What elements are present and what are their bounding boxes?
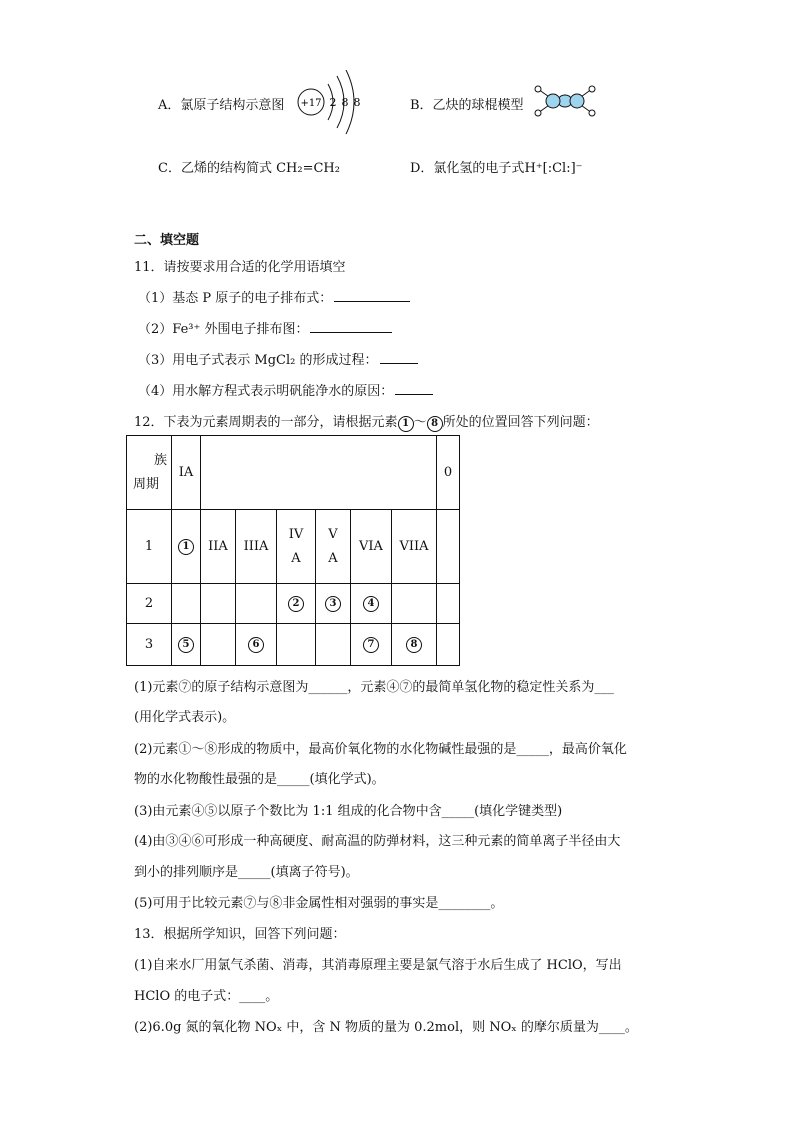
q12-sub-3: (3)由元素④⑤以原子个数比为 1:1 组成的化合物中含_____(填化学键类型) xyxy=(134,804,563,819)
nucleus-label: +17 xyxy=(300,98,322,109)
q11-item-2: （2）Fe³⁺ 外围电子排布图： xyxy=(138,318,392,337)
option-c-label: C．乙烯的结构简式 CH₂=CH₂ xyxy=(158,161,340,176)
q13-sub-1b: HClO 的电子式：____。 xyxy=(134,989,279,1004)
q11-item-3: （3）用电子式表示 MgCl₂ 的形成过程： xyxy=(138,349,418,368)
q12-sub-4: (4)由③④⑥可形成一种高硬度、耐高温的防弹材料，这三种元素的简单离子半径由大 xyxy=(134,834,621,849)
q12-sub-4b: 到小的排列顺序是_____(填离子符号)。 xyxy=(134,865,359,880)
cell-p3-viia: 8 xyxy=(392,624,437,666)
q11-stem: 11．请按要求用合适的化学用语填空 xyxy=(134,260,346,275)
group-va-header: V A xyxy=(316,510,351,584)
group-via-header: VIA xyxy=(351,510,392,584)
shell-2-label: 8 xyxy=(341,96,349,109)
group-ia-header: IA xyxy=(172,436,201,510)
group-viia-header: VIIA xyxy=(392,510,437,584)
option-b-label: B．乙炔的球棍模型 xyxy=(410,98,524,113)
cell-p3-iva xyxy=(277,624,316,666)
cell-p2-iia xyxy=(201,584,236,624)
cell-p3-zero xyxy=(437,624,460,666)
cell-p3-via: 7 xyxy=(351,624,392,666)
cell-p2-zero xyxy=(437,584,460,624)
chlorine-atom-diagram-icon xyxy=(294,70,366,136)
q11-item-1: （1）基态 P 原子的电子排布式： xyxy=(138,287,410,306)
q13-sub-2: (2)6.0g 氮的氧化物 NOₓ 中，含 N 物质的量为 0.2mol，则 NOₓ 的摩尔质量为____。 xyxy=(134,1020,638,1035)
cell-p2-viia xyxy=(392,584,437,624)
mark-1-icon: 1 xyxy=(398,416,414,432)
group-iiia-header: IIIA xyxy=(236,510,277,584)
q13-sub-1: (1)自来水厂用氯气杀菌、消毒，其消毒原理主要是氯气溶于水后生成了 HClO，写出 xyxy=(134,958,622,973)
option-a-label: A．氯原子结构示意图 xyxy=(158,98,285,113)
q13-stem: 13．根据所学知识，回答下列问题： xyxy=(134,927,346,942)
q12-sub-2b: 物的水化物酸性最强的是_____(填化学式)。 xyxy=(134,772,385,787)
option-d-text: D．氯化氢的电子式 xyxy=(410,161,525,176)
periodic-table-fragment xyxy=(126,435,460,666)
group-zero-header: 0 xyxy=(437,436,460,510)
cell-p2-via: 4 xyxy=(351,584,392,624)
q12-sub-1: (1)元素⑦的原子结构示意图为______，元素④⑦的最简单氢化物的稳定性关系为___ xyxy=(134,680,614,695)
cell-p3-iiia: 6 xyxy=(236,624,277,666)
period-2-label: 2 xyxy=(127,584,172,624)
cell-p3-va xyxy=(316,624,351,666)
cell-p1-zero xyxy=(437,510,460,584)
group-iva-header: IV A xyxy=(277,510,316,584)
period-1-label: 1 xyxy=(127,510,172,584)
q12-sub-5: (5)可用于比较元素⑦与⑧非金属性相对强弱的事实是________。 xyxy=(134,896,504,911)
shell-3-label: 8 xyxy=(353,96,361,109)
option-d-label xyxy=(410,157,583,176)
hcl-electron-formula: H⁺[:Cl:]⁻ xyxy=(524,161,583,176)
period-3-label: 3 xyxy=(127,624,172,666)
section-title: 二、填空题 xyxy=(134,233,200,248)
group-iia-header: IIA xyxy=(201,510,236,584)
q11-item-4: （4）用水解方程式表示明矾能净水的原因： xyxy=(138,380,433,399)
cell-p1-ia: 1 xyxy=(172,510,201,584)
q12-sub-2: (2)元素①～⑧形成的物质中，最高价氧化物的水化物碱性最强的是_____，最高价氧化 xyxy=(134,742,627,757)
cell-p2-va: 3 xyxy=(316,584,351,624)
q12-sub-1b: (用化学式表示)。 xyxy=(134,710,236,725)
mark-8-icon: 8 xyxy=(427,416,443,432)
cell-p3-ia: 5 xyxy=(172,624,201,666)
cell-p3-iia xyxy=(201,624,236,666)
acetylene-ball-stick-icon xyxy=(532,83,598,119)
cell-p2-iiia xyxy=(236,584,277,624)
shell-1-label: 2 xyxy=(329,96,337,109)
cell-p2-ia xyxy=(172,584,201,624)
cell-p2-iva: 2 xyxy=(277,584,316,624)
empty-header-span xyxy=(201,436,437,510)
corner-header-cell: 族 周期 xyxy=(127,436,172,510)
q12-stem: 12．下表为元素周期表的一部分，请根据元素 1 ～ 8 所处的位置回答下列问题： xyxy=(134,415,599,430)
